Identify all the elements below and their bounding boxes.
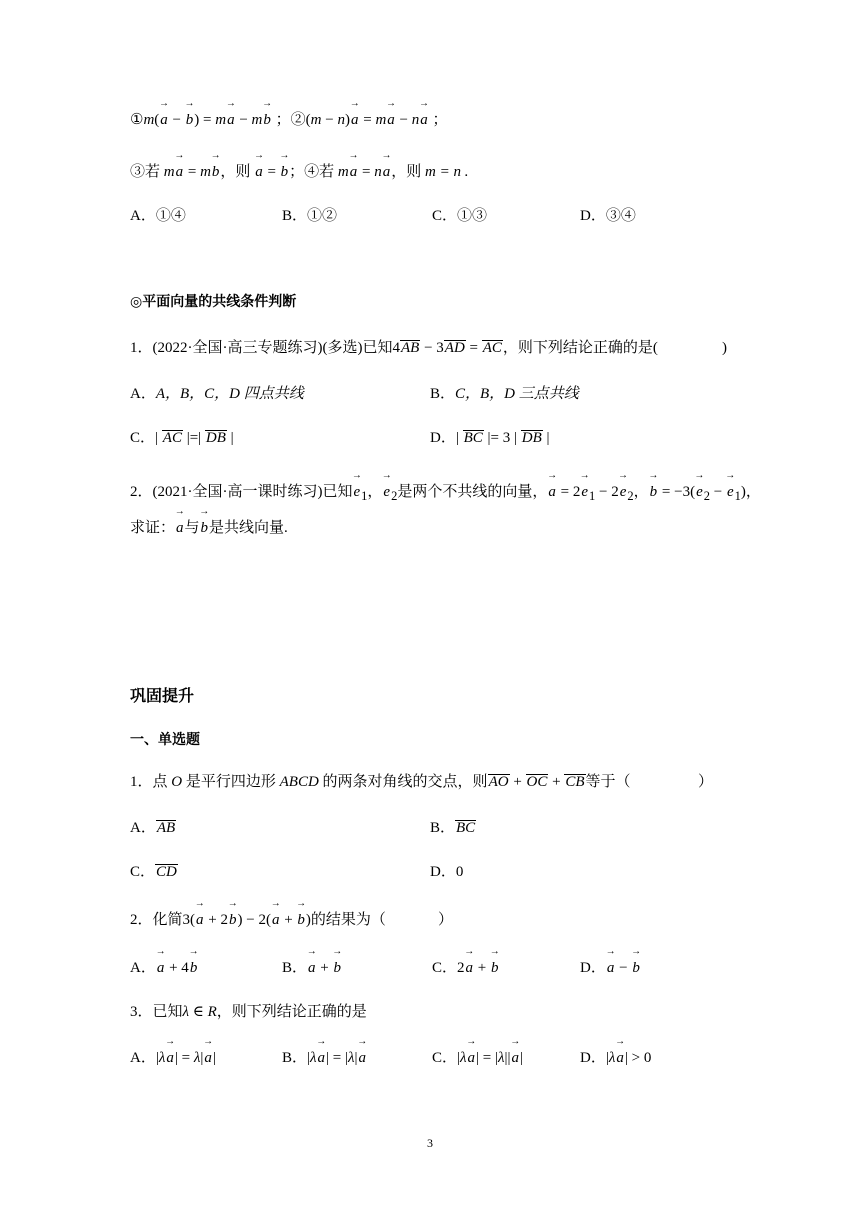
prev-statements-line2: ③若 m→ a = m→ b，则 → a = → b；④若 m→ a = n→ a，则 m = n . — [130, 162, 468, 182]
mark-4: ；④若 — [289, 164, 335, 180]
q2-prove: 求证： — [130, 520, 176, 536]
s3-option-d[interactable]: D．|λ→ a| > 0 — [580, 1048, 651, 1068]
prev-option-d[interactable]: D．③④ — [580, 208, 636, 224]
prev-option-c[interactable]: C．①③ — [432, 208, 488, 224]
mark-2: ② — [290, 112, 306, 128]
q1-option-d[interactable]: D．| BC |= 3 | DB | — [430, 430, 550, 446]
q1-option-a[interactable]: A．A，B，C，D 四点共线 — [130, 386, 304, 402]
q2-prefix: 2．(2021·全国·高一课时练习)已知 — [130, 484, 353, 500]
s2-option-a[interactable]: A．→ a + 4→ b — [130, 958, 198, 978]
q1-prefix: 1．(2022·全国·高三专题练习)(多选)已知 — [130, 340, 393, 356]
mark-3: ③若 — [130, 164, 161, 180]
q2-end: 是共线向量. — [209, 520, 288, 536]
s2-stem: 2．化简3(→ a + 2→ b) − 2(→ a + → b)的结果为（ — [130, 910, 386, 930]
var-m: m — [143, 112, 155, 128]
s1-option-a[interactable]: A．AB — [130, 820, 176, 836]
q2-mid: 是两个不共线的向量， — [397, 484, 548, 500]
s1-option-c[interactable]: C．CD — [130, 864, 177, 880]
q2-stem-line1: 2．(2021·全国·高一课时练习)已知→ $e_1$，→ $e_2$是两个不共线的向量，→ $a = 2\to e_1 - 2\to e_2$，→ $b = -3(\to e_2$ − → $e_1$)， — [130, 482, 761, 506]
q2-and: 与 — [184, 520, 200, 536]
then-4: ，则 — [391, 164, 422, 180]
s3-stem: 3．已知λ ∈ R，则下列结论正确的是 — [130, 1004, 367, 1020]
q1-suffix: ，则下列结论正确的是( — [502, 340, 658, 356]
section-title-collinear: ◎平面向量的共线条件判断 — [130, 294, 297, 310]
q1-stem: 1．(2022·全国·高三专题练习)(多选)已知4AB − 3AD = AC，则下列结论正确的是( — [130, 340, 658, 356]
s1-close-paren: ） — [698, 774, 714, 790]
q2-stem-line2: 求证：→ a与→ b是共线向量. — [130, 518, 288, 538]
prev-option-a[interactable]: A．①④ — [130, 208, 186, 224]
s2-option-c[interactable]: C．2→ a + → b — [432, 958, 499, 978]
s2-close-paren: ） — [438, 912, 454, 928]
page-number: 3 — [427, 1136, 433, 1150]
s1-option-d[interactable]: D．0 — [430, 864, 464, 880]
q1-close-paren: ) — [722, 340, 727, 356]
prev-option-b[interactable]: B．①② — [282, 208, 338, 224]
s3-option-c[interactable]: C．|λ→ a| = |λ||→ a| — [432, 1048, 523, 1068]
prev-statements-line1: ①m(→ a − → b) = m→ a − m→ b ；②(m − n)→ a = m→ a − n→ a ； — [130, 110, 448, 130]
mark-1: ① — [130, 112, 144, 128]
s3-option-a[interactable]: A．|λ→ a| = λ|→ a| — [130, 1048, 216, 1068]
s3-option-b[interactable]: B．|λ→ a| = |λ|→ a — [282, 1048, 367, 1068]
m-eq-n: m = n . — [425, 164, 469, 180]
section-title-consolidate: 巩固提升 — [130, 686, 195, 705]
section-subtitle-single-choice: 一、单选题 — [130, 732, 200, 748]
s1-option-b[interactable]: B．BC — [430, 820, 476, 836]
q1-option-c[interactable]: C．| AC |=| DB | — [130, 430, 234, 446]
s2-option-d[interactable]: D．→ a − → b — [580, 958, 641, 978]
then-3: ，则 — [220, 164, 251, 180]
q1-option-b[interactable]: B．C，B，D 三点共线 — [430, 386, 579, 402]
s1-stem: 1．点 O 是平行四边形 ABCD 的两条对角线的交点，则AO + OC + CB等于（ — [130, 774, 631, 790]
sep-2: ； — [432, 112, 448, 128]
s2-option-b[interactable]: B．→ a + → b — [282, 958, 342, 978]
sep-1: ； — [275, 112, 291, 128]
